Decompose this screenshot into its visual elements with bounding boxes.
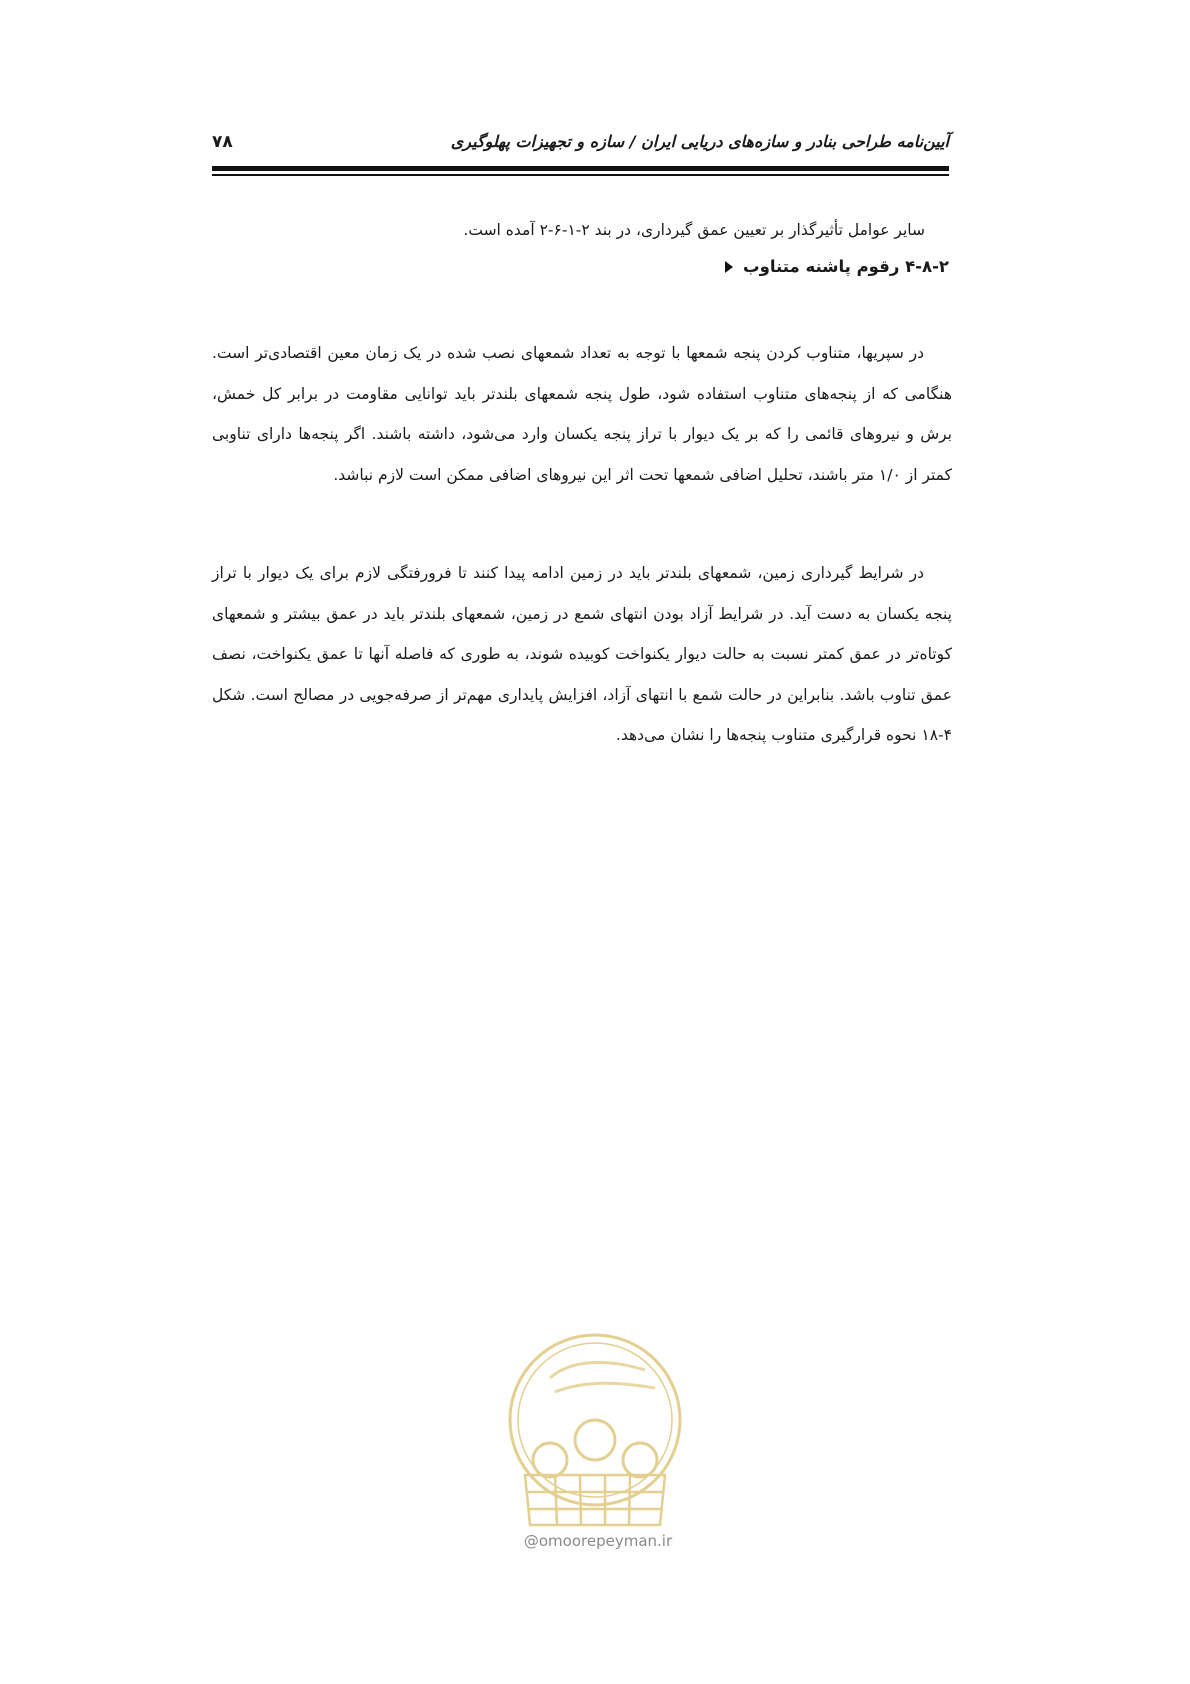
watermark-logo: [495, 1330, 695, 1540]
watermark-gear-left: [533, 1443, 567, 1477]
header-rule-thin: [212, 174, 949, 176]
header-rule-thick: [212, 166, 949, 171]
watermark-url: @omoorepeyman.ir: [523, 1532, 673, 1550]
intro-line: سایر عوامل تأثیرگذار بر تعیین عمق گیرداری، در بند ۲-۱-۶-۲ آمده است.: [463, 221, 925, 239]
paragraph-1-text: در سپریها، متناوب کردن پنجه شمعها با توجه به تعداد شمعهای نصب شده در یک زمان معین اقتصادی‌تر است. هنگامی که از پنجه‌های متناوب استفاده شود، طول پنجه شمعهای بلندتر باید توانایی مقاومت در برابر کل خمش، برش و نیروهای قائمی را که بر یک دیوار با تراز پنجه یکسان وارد می‌شود، داشته باشند. اگر پنجه‌ها دارای تناوبی کمتر از ۱/۰ متر باشند، تحلیل اضافی شمعها تحت اثر این نیروهای اضافی ممکن است لازم نباشد.: [212, 344, 952, 484]
watermark-script-stroke: [550, 1362, 645, 1378]
triangle-bullet-icon: [725, 261, 733, 273]
watermark-grid-base: [525, 1475, 665, 1525]
paragraph-1: [212, 333, 952, 495]
section-heading: [725, 257, 949, 276]
watermark-gear-right: [623, 1443, 657, 1477]
running-header: [212, 126, 949, 156]
watermark-gear-center: [575, 1420, 615, 1460]
paragraph-2: [212, 553, 952, 756]
header-title: آیین‌نامه طراحی بنادر و سازه‌های دریایی ایران / سازه و تجهیزات پهلوگیری: [450, 132, 949, 151]
section-heading-text: ۴-۸-۲ رقوم پاشنه متناوب: [743, 257, 949, 276]
page-number: ۷۸: [212, 132, 233, 152]
paragraph-2-text: در شرایط گیرداری زمین، شمعهای بلندتر باید در زمین ادامه پیدا کنند تا فرورفتگی لازم برای یک دیوار با تراز پنجه یکسان به دست آید. در شرایط آزاد بودن انتهای شمع در زمین، شمعهای بلندتر باید در عمق بیشتر و شمعهای کوتاه‌تر در عمق کمتر نسبت به حالت دیوار یکنواخت کوبیده شوند، به طوری که فاصله آنها تا عمق یکنواخت، نصف عمق تناوب باشد. بنابراین در حالت شمع با انتهای آزاد، افزایش پایداری مهم‌تر از صرفه‌جویی در مصالح است. شکل ۴-۱۸ نحوه قرارگیری متناوب پنجه‌ها را نشان می‌دهد.: [212, 564, 952, 744]
